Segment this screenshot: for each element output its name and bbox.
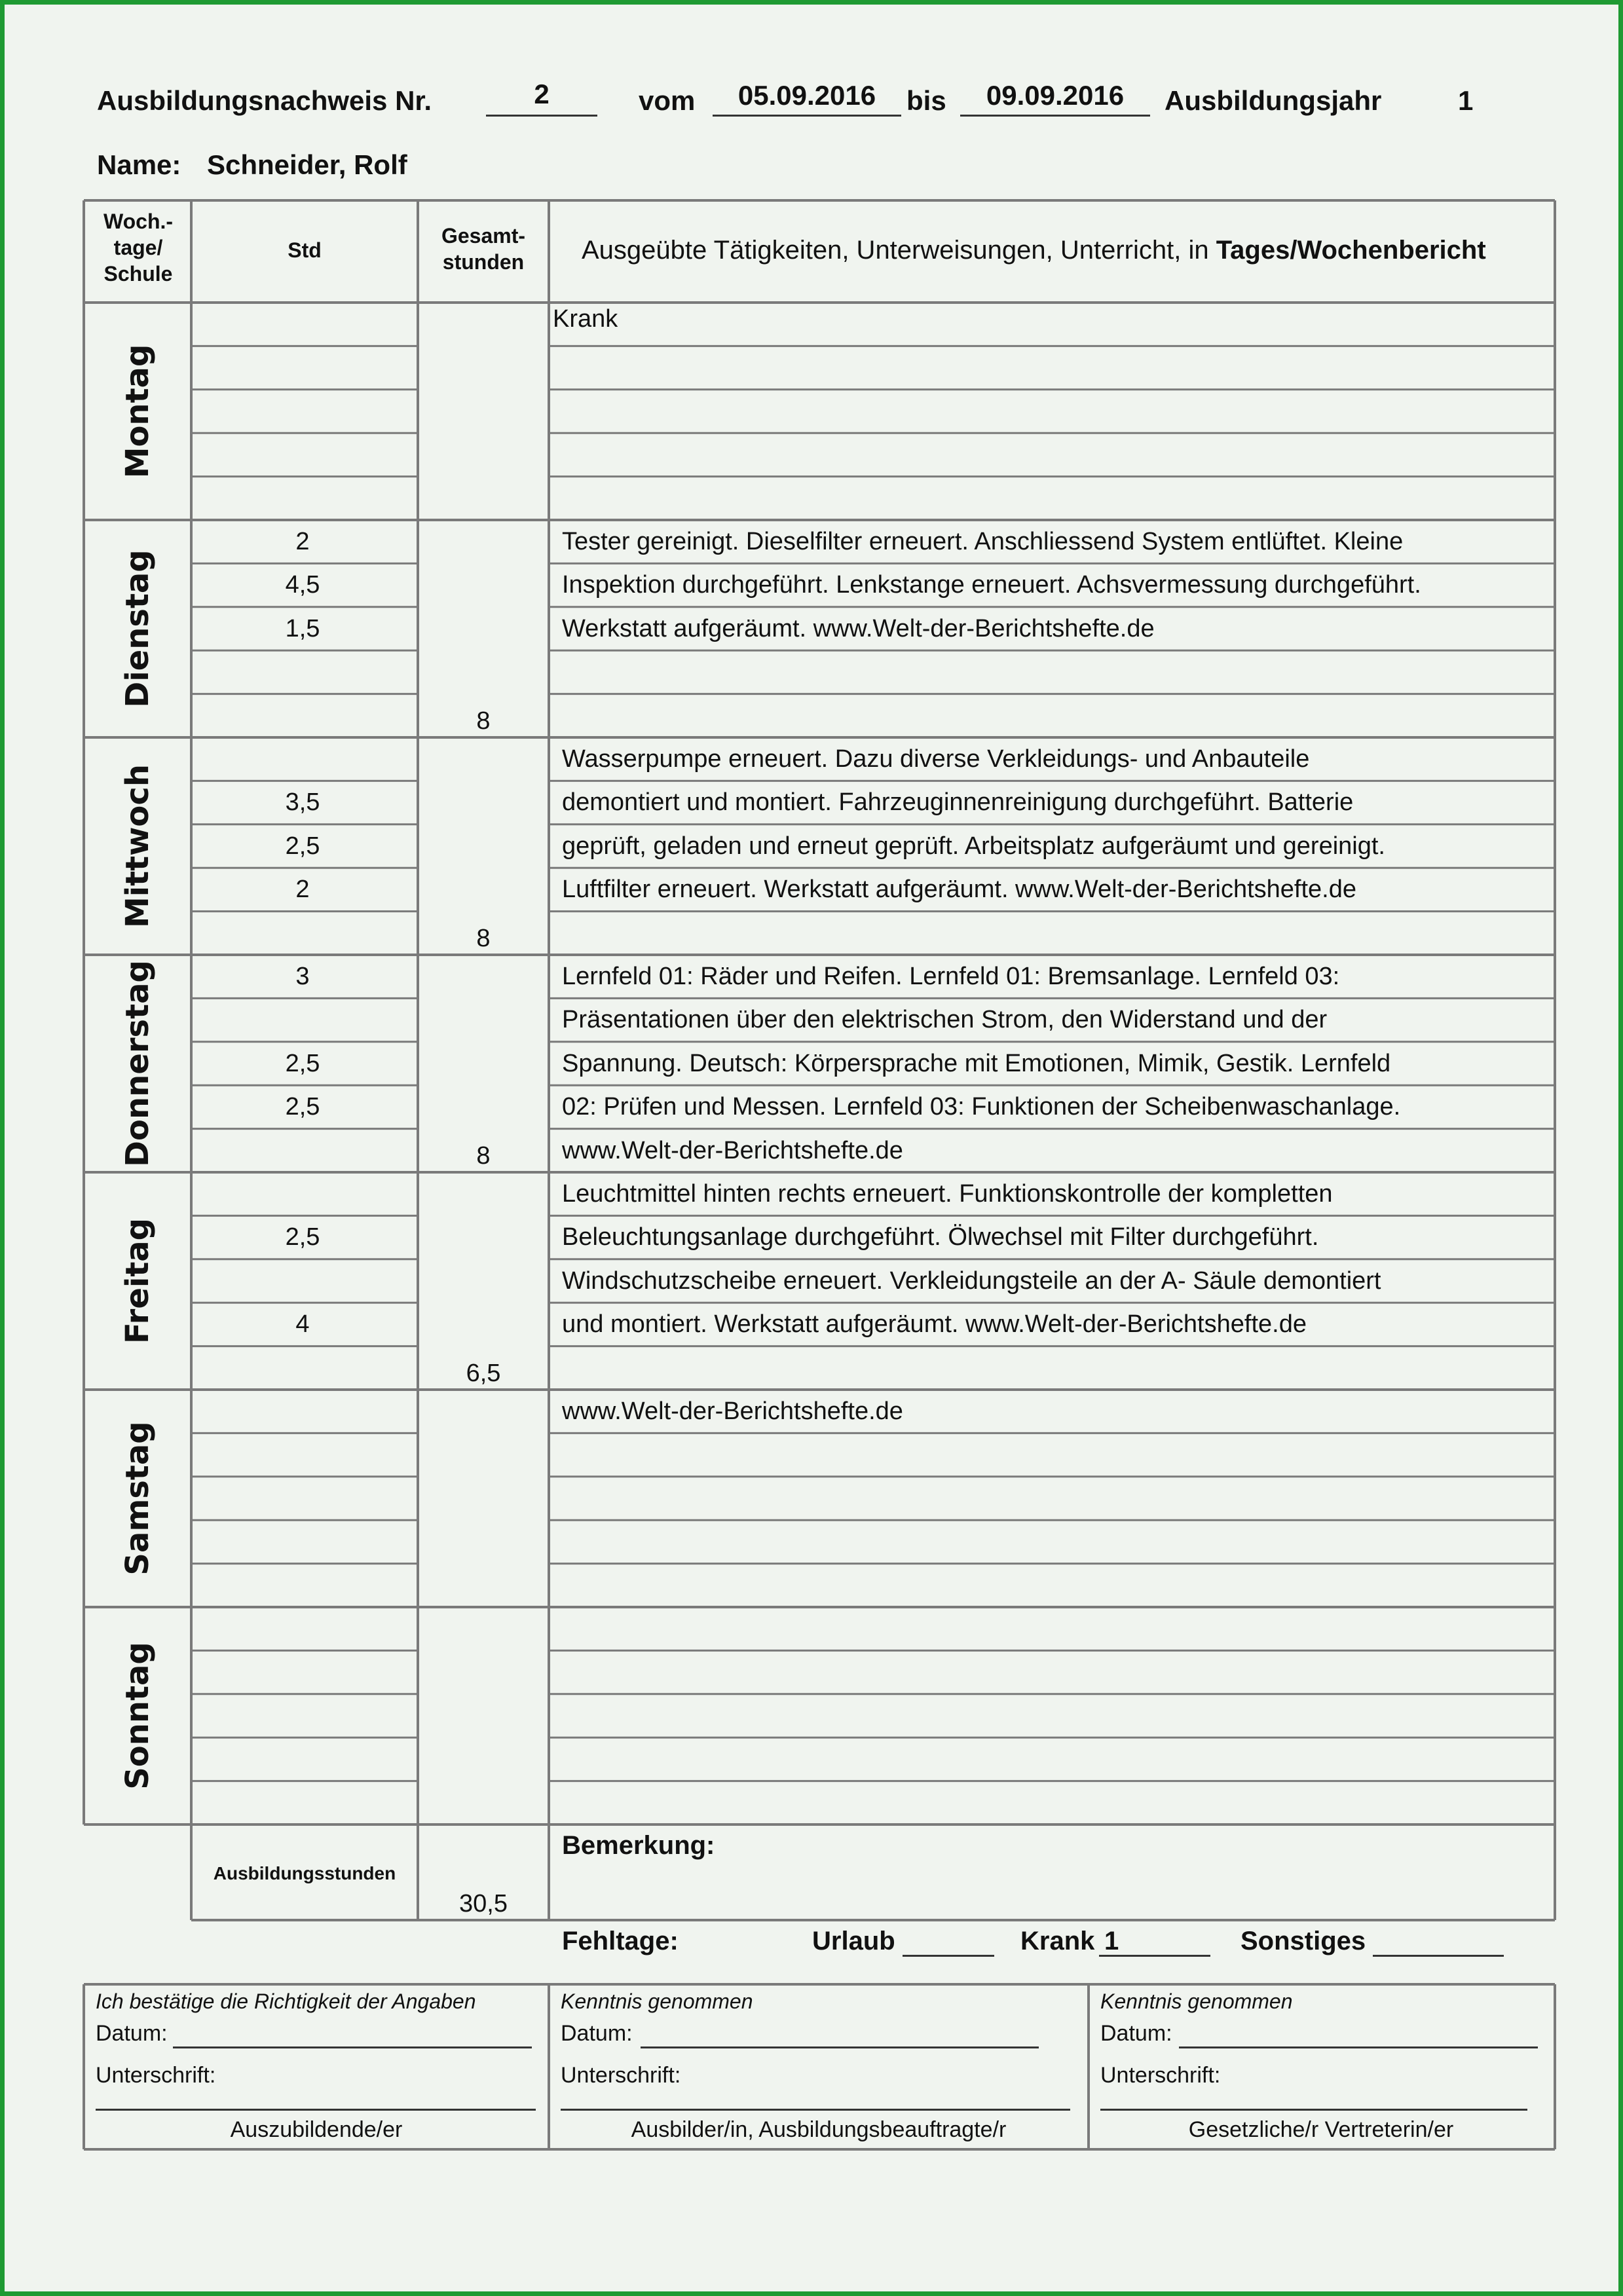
day-total[interactable]: 8 <box>476 1142 491 1170</box>
urlaub-label: Urlaub <box>812 1927 895 1955</box>
std-cell[interactable]: 2,5 <box>285 1093 320 1121</box>
description-line[interactable]: www.Welt-der-Berichtshefte.de <box>562 1398 903 1425</box>
std-cell[interactable]: 4 <box>295 1310 310 1339</box>
krank-underline <box>1099 1955 1210 1957</box>
std-cell[interactable]: 2,5 <box>285 832 320 860</box>
ausbildungsstunden-label: Ausbildungsstunden <box>213 1863 396 1883</box>
description-line[interactable]: demontiert und montiert. Fahrzeuginnenreinigung durchgeführt. Batterie <box>562 788 1354 817</box>
day-label-sonntag: Sonntag <box>119 1642 156 1790</box>
sig1-datum-label: Datum: <box>96 2021 168 2046</box>
header-days: Woch.- tage/ Schule <box>103 210 174 286</box>
bis-date: 09.09.2016 <box>986 80 1125 111</box>
ausbildungsjahr-value: 1 <box>1458 85 1474 116</box>
description-line[interactable]: und montiert. Werkstatt aufgeräumt. www.Welt-der-Berichtshefte.de <box>562 1310 1307 1339</box>
day-label-donnerstag: Donnerstag <box>119 960 156 1167</box>
sig2-title: Kenntnis genommen <box>561 1990 753 2013</box>
sig2-unterschrift-line[interactable] <box>561 2109 1070 2111</box>
description-line[interactable]: Luftfilter erneuert. Werkstatt aufgeräumt. www.Welt-der-Berichtshefte.de <box>562 876 1356 904</box>
std-cell[interactable]: 2,5 <box>285 1049 320 1077</box>
nachweis-number: 2 <box>534 79 550 109</box>
sig3-unterschrift-line[interactable] <box>1100 2109 1527 2111</box>
sonstiges-label: Sonstiges <box>1241 1927 1366 1955</box>
sig1-datum-line[interactable] <box>173 2046 532 2048</box>
nachweis-label: Ausbildungsnachweis Nr. <box>97 85 432 116</box>
day-total[interactable]: 8 <box>476 707 491 735</box>
bis-label: bis <box>906 85 946 116</box>
name-label: Name: <box>97 149 181 180</box>
day-label-mittwoch: Mittwoch <box>119 764 156 929</box>
sig2-role: Ausbilder/in, Ausbildungsbeauftragte/r <box>631 2117 1007 2142</box>
header-std: Std <box>288 238 322 262</box>
sig3-title: Kenntnis genommen <box>1100 1990 1293 2013</box>
description-line[interactable]: Wasserpumpe erneuert. Dazu diverse Verkleidungs- und Anbauteile <box>562 745 1310 773</box>
description-line[interactable]: Beleuchtungsanlage durchgeführt. Ölwechsel mit Filter durchgeführt. <box>562 1223 1319 1251</box>
description-line[interactable]: Krank <box>553 305 618 333</box>
sig3-datum-line[interactable] <box>1179 2046 1538 2048</box>
sig2-unterschrift-label: Unterschrift: <box>561 2063 681 2088</box>
ausbildungsstunden-value: 30,5 <box>459 1890 508 1917</box>
std-cell[interactable]: 4,5 <box>285 571 320 599</box>
description-line[interactable]: Spannung. Deutsch: Körpersprache mit Emotionen, Mimik, Gestik. Lernfeld <box>562 1049 1391 1077</box>
std-cell[interactable]: 3 <box>295 963 310 990</box>
sig1-unterschrift-line[interactable] <box>96 2109 536 2111</box>
sig3-datum-label: Datum: <box>1100 2021 1172 2046</box>
description-line[interactable]: Lernfeld 01: Räder und Reifen. Lernfeld 01: Bremsanlage. Lernfeld 03: <box>562 963 1340 990</box>
description-line[interactable]: geprüft, geladen und erneut geprüft. Arbeitsplatz aufgeräumt und gereinigt. <box>562 832 1385 860</box>
sig2-datum-line[interactable] <box>641 2046 1039 2048</box>
sig1-title: Ich bestätige die Richtigkeit der Angaben <box>96 1990 476 2013</box>
description-line[interactable]: Windschutzscheibe erneuert. Verkleidungsteile an der A- Säule demontiert <box>562 1267 1381 1295</box>
header-description-plain: Ausgeübte Tätigkeiten, Unterweisungen, Unterricht, in <box>582 236 1216 265</box>
name-value: Schneider, Rolf <box>207 149 407 180</box>
std-cell[interactable]: 3,5 <box>285 788 320 817</box>
header-description <box>582 236 1486 265</box>
vom-label: vom <box>639 85 696 116</box>
ausbildungsjahr-label: Ausbildungsjahr <box>1165 85 1382 116</box>
description-line[interactable]: www.Welt-der-Berichtshefte.de <box>562 1136 903 1164</box>
sig1-role: Auszubildende/er <box>230 2117 403 2142</box>
bemerkung-label: Bemerkung: <box>562 1831 715 1860</box>
fehltage-label: Fehltage: <box>562 1927 679 1955</box>
header-gesamtstunden: Gesamt- stunden <box>441 224 526 274</box>
std-cell[interactable]: 2 <box>295 876 310 904</box>
std-cell[interactable]: 2,5 <box>285 1223 320 1251</box>
header-description-bold: Tages/Wochenbericht <box>1216 236 1486 265</box>
description-line[interactable]: Werkstatt aufgeräumt. www.Welt-der-Berichtshefte.de <box>562 614 1155 642</box>
sig3-role: Gesetzliche/r Vertreterin/er <box>1188 2117 1454 2142</box>
description-line[interactable]: Präsentationen über den elektrischen Strom, den Widerstand und der <box>562 1006 1328 1034</box>
sonstiges-underline <box>1373 1955 1504 1957</box>
std-cell[interactable]: 1,5 <box>285 614 320 642</box>
sig3-unterschrift-label: Unterschrift: <box>1100 2063 1221 2088</box>
krank-value: 1 <box>1104 1927 1119 1955</box>
vom-date: 05.09.2016 <box>737 80 876 111</box>
description-line[interactable]: 02: Prüfen und Messen. Lernfeld 03: Funktionen der Scheibenwaschanlage. <box>562 1093 1401 1121</box>
sig2-datum-label: Datum: <box>561 2021 633 2046</box>
urlaub-underline <box>903 1955 994 1957</box>
day-label-dienstag: Dienstag <box>119 549 156 708</box>
description-line[interactable]: Leuchtmittel hinten rechts erneuert. Funktionskontrolle der kompletten <box>562 1180 1333 1208</box>
description-line[interactable]: Tester gereinigt. Dieselfilter erneuert. Anschliessend System entlüftet. Kleine <box>562 528 1404 555</box>
std-cell[interactable]: 2 <box>295 528 310 555</box>
day-label-samstag: Samstag <box>119 1421 156 1576</box>
krank-label: Krank <box>1020 1927 1095 1955</box>
day-label-montag: Montag <box>119 344 156 479</box>
sig1-unterschrift-label: Unterschrift: <box>96 2063 216 2088</box>
description-line[interactable]: Inspektion durchgeführt. Lenkstange erneuert. Achsvermessung durchgeführt. <box>562 571 1421 599</box>
day-label-freitag: Freitag <box>119 1217 156 1344</box>
day-total[interactable]: 6,5 <box>466 1360 501 1387</box>
day-total[interactable]: 8 <box>476 925 491 952</box>
